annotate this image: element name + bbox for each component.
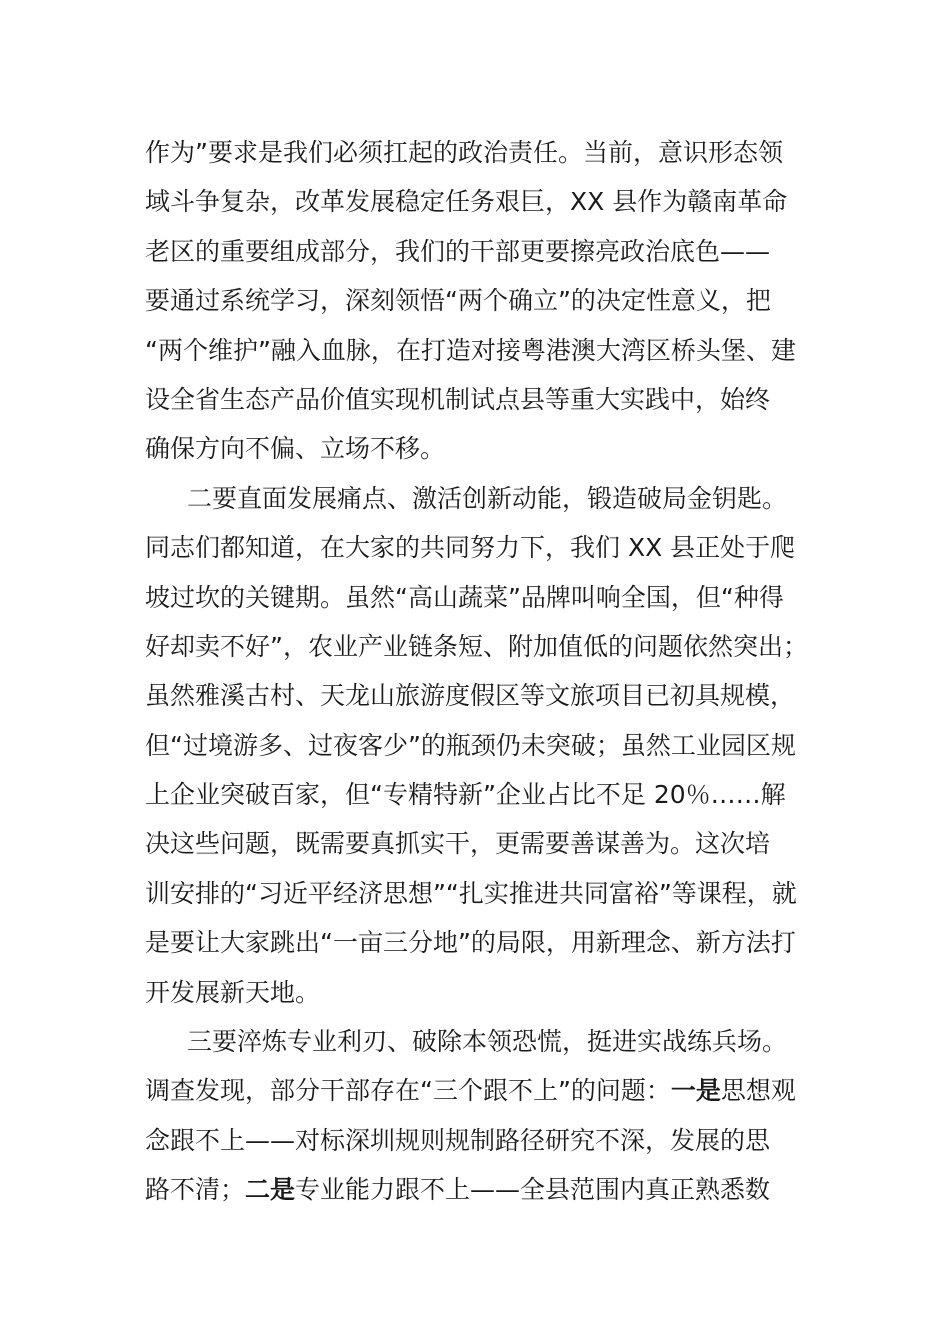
paragraph-3-heading-line: 三要淬炼专业利刃、破除本领恐慌，挺进实战练兵场。 xyxy=(187,1027,788,1057)
paragraph-2-line: 开发展新天地。 xyxy=(145,977,321,1007)
paragraph-1-line: 域斗争复杂，改革发展稳定任务艰巨，XX 县作为赣南革命 xyxy=(145,187,788,217)
paragraph-1-line: 要通过系统学习，深刻领悟“两个确立”的决定性意义，把 xyxy=(145,286,771,316)
paragraph-1-line: 老区的重要组成部分，我们的干部更要擦亮政治底色—— xyxy=(145,236,771,266)
paragraph-2-line: 训安排的“习近平经济思想”“扎实推进共同富裕”等课程，就 xyxy=(145,878,797,908)
paragraph-1-line: 作为”要求是我们必须扛起的政治责任。当前，意识形态领 xyxy=(145,138,783,167)
emphasis-second: 二是 xyxy=(245,1175,296,1205)
paragraph-3-text: 思想观 xyxy=(720,1076,796,1106)
paragraph-2-line: 上企业突破百家，但“专精特新”企业占比不足 20％……解 xyxy=(145,780,786,810)
paragraph-3-text: 路不清； xyxy=(145,1175,246,1205)
paragraph-2-line: 决这些问题，既需要真抓实干，更需要善谋善为。这次培 xyxy=(145,829,771,859)
paragraph-3-line xyxy=(145,1165,825,1214)
paragraph-2-line: 是要让大家跳出“一亩三分地”的局限，用新理念、新方法打 xyxy=(145,928,796,958)
emphasis-first: 一是 xyxy=(670,1076,721,1106)
paragraph-1-line: 确保方向不偏、立场不移。 xyxy=(145,434,446,464)
document-body xyxy=(145,128,825,1215)
paragraph-2-line: 虽然雅溪古村、天龙山旅游度假区等文旅项目已初具规模， xyxy=(145,681,796,711)
paragraph-2-line: 坡过坎的关键期。虽然“高山蔬菜”品牌叫响全国，但“种得 xyxy=(145,582,784,612)
paragraph-2-line: 同志们都知道，在大家的共同努力下，我们 XX 县正处于爬 xyxy=(145,533,796,563)
paragraph-3-text: 专业能力跟不上——全县范围内真正熟悉数 xyxy=(295,1175,771,1205)
paragraph-2-line: 但“过境游多、过夜客少”的瓶颈仍未突破；虽然工业园区规 xyxy=(145,730,796,760)
paragraph-2-heading-line: 二要直面发展痛点、激活创新动能，锻造破局金钥匙。 xyxy=(187,483,788,513)
paragraph-2-line: 好却卖不好”，农业产业链条短、附加值低的问题依然突出； xyxy=(145,631,808,661)
paragraph-3-line xyxy=(145,1066,825,1115)
paragraph-1-line: 设全省生态产品价值实现机制试点县等重大实践中，始终 xyxy=(145,384,771,414)
paragraph-3-text: 调查发现，部分干部存在“三个跟不上”的问题： xyxy=(145,1076,671,1106)
paragraph-1-line: “两个维护”融入血脉，在打造对接粤港澳大湾区桥头堡、建 xyxy=(145,335,796,365)
paragraph-3-line: 念跟不上——对标深圳规则规制路径研究不深，发展的思 xyxy=(145,1125,771,1155)
